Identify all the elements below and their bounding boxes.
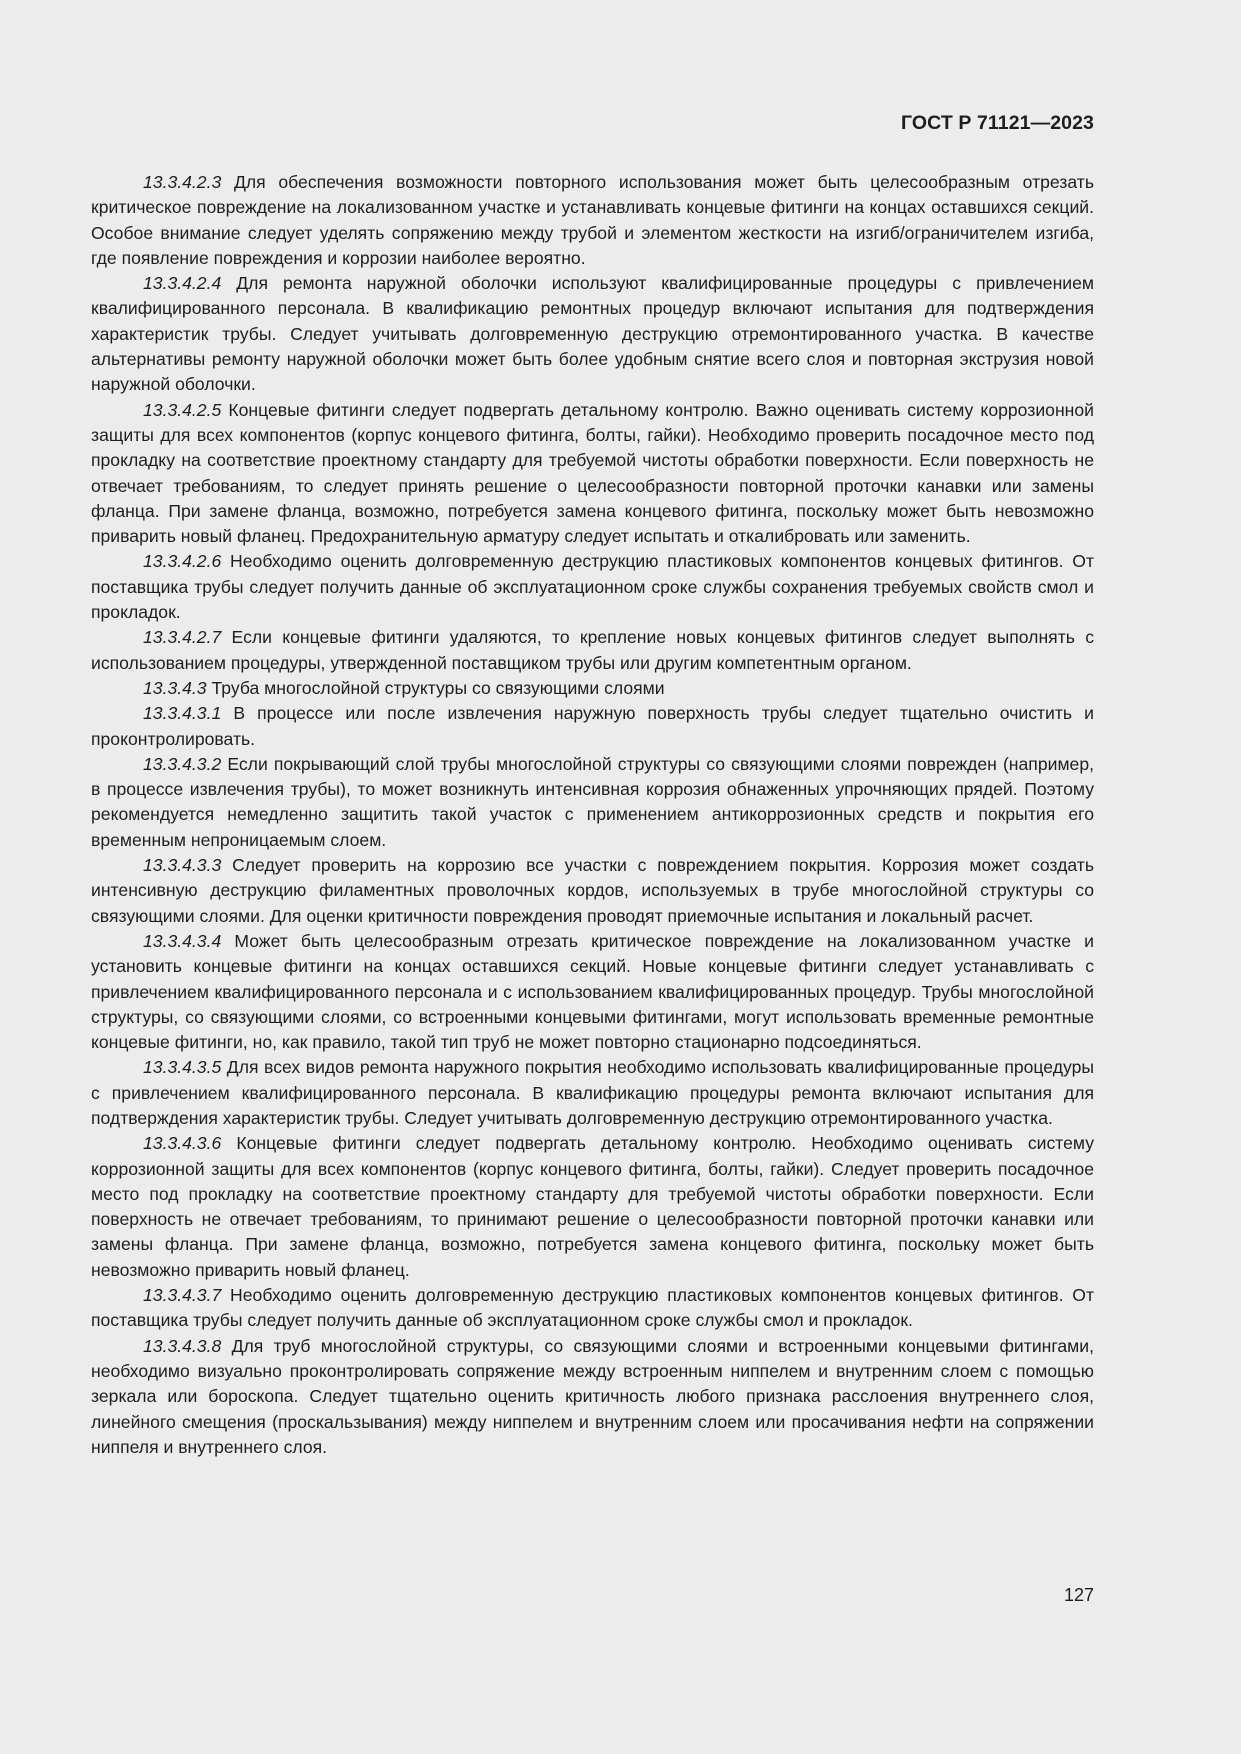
- paragraph-13-3-4-3-3: [91, 853, 1094, 929]
- paragraph-13-3-4-2-5: [91, 398, 1094, 550]
- clause-number: 13.3.4.2.3: [143, 172, 222, 192]
- paragraph-13-3-4-2-6: [91, 549, 1094, 625]
- clause-text: Труба многослойной структуры со связующими слоями: [206, 677, 665, 698]
- clause-number: 13.3.4.2.5: [143, 399, 222, 420]
- clause-number: 13.3.4.3: [143, 677, 207, 698]
- paragraph-13-3-4-3: [91, 676, 1094, 701]
- paragraph-13-3-4-3-7: [91, 1283, 1094, 1334]
- clause-number: 13.3.4.3.5: [143, 1057, 222, 1078]
- document-body: [91, 170, 1094, 1460]
- clause-text: Следует проверить на коррозию все участки с повреждением покрытия. Коррозия может создать интенсивную деструкцию филаментных проволочных кордов, используемых в трубе многослойной структуры со связующими слоями. Для оценки критичности повреждения проводят приемочные испытания и локальный расчет.: [91, 855, 1094, 926]
- clause-text: Концевые фитинги следует подвергать детальному контролю. Необходимо оценивать систему коррозионной защиты для всех компонентов (корпус концевого фитинга, болты, гайки). Следует проверить посадочное место под прокладку на соответствие проектному стандарту для требуемой чистоты обработки поверхности. Если поверхность не отвечает требованиям, то принимают решение о целесообразности повторной проточки канавки или замены фланца. При замене фланца, возможно, потребуется замена концевого фитинга, поскольку может быть невозможно приварить новый фланец.: [91, 1133, 1094, 1280]
- clause-text: Необходимо оценить долговременную деструкцию пластиковых компонентов концевых фитингов. От поставщика трубы следует получить данные об эксплуатационном сроке службы смол и прокладок.: [91, 1285, 1094, 1331]
- clause-number: 13.3.4.3.6: [143, 1133, 222, 1154]
- paragraph-13-3-4-2-4: [91, 271, 1094, 397]
- paragraph-13-3-4-3-5: [91, 1055, 1094, 1131]
- clause-text: Для труб многослойной структуры, со связующими слоями и встроенными концевыми фитингами, необходимо визуально проконтролировать сопряжение между встроенным ниппелем и внутренним слоем с помощью зеркала или бороскопа. Следует тщательно оценить критичность любого признака расслоения внутреннего слоя, линейного смещения (проскальзывания) между ниппелем и внутренним слоем или просачивания нефти на сопряжении ниппеля и внутреннего слоя.: [91, 1335, 1094, 1457]
- clause-number: 13.3.4.3.8: [143, 1335, 222, 1356]
- paragraph-13-3-4-2-3: [91, 170, 1094, 271]
- paragraph-13-3-4-3-8: [91, 1334, 1094, 1460]
- clause-text: Необходимо оценить долговременную деструкцию пластиковых компонентов концевых фитингов. От поставщика трубы следует получить данные об эксплуатационном сроке службы сохранения требуемых свойств смол и прокладок.: [91, 551, 1094, 623]
- document-code: ГОСТ Р 71121—2023: [900, 112, 1094, 134]
- clause-number: 13.3.4.3.3: [143, 855, 222, 876]
- clause-number: 13.3.4.3.7: [143, 1285, 222, 1306]
- clause-number: 13.3.4.3.1: [143, 703, 222, 724]
- clause-number: 13.3.4.2.7: [143, 627, 222, 648]
- clause-text: Для ремонта наружной оболочки используют квалифицированные процедуры с привлечением квалифицированного персонала. В квалификацию ремонтных процедур включают испытания для подтверждения характеристик трубы. Следует учитывать долговременную деструкцию отремонтированного участка. В качестве альтернативы ремонту наружной оболочки может быть более удобным снятие всего слоя и повторная экструзия новой наружной оболочки.: [91, 273, 1094, 395]
- clause-text: Концевые фитинги следует подвергать детальному контролю. Важно оценивать систему коррозионной защиты для всех компонентов (корпус концевого фитинга, болты, гайки). Необходимо проверить посадочное место под прокладку на соответствие проектному стандарту для требуемой чистоты обработки поверхности. Если поверхность не отвечает требованиям, то следует принять решение о целесообразности повторной проточки канавки или замены фланца. При замене фланца, возможно, потребуется замена концевого фитинга, поскольку может быть невозможно приварить новый фланец. Предохранительную арматуру следует испытать и откалибровать или заменить.: [91, 399, 1094, 547]
- clause-number: 13.3.4.2.4: [143, 273, 222, 294]
- clause-text: Если концевые фитинги удаляются, то крепление новых концевых фитингов следует выполнять с использованием процедуры, утвержденной поставщиком трубы или другим компетентным органом.: [91, 627, 1094, 673]
- clause-number: 13.3.4.3.2: [143, 753, 222, 774]
- clause-text: Для обеспечения возможности повторного использования может быть целесообразным отрезать критическое повреждение на локализованном участке и устанавливать концевые фитинги на концах оставшихся секций. Особое внимание следует уделять сопряжению между трубой и элементом жесткости на изгиб/ограничителем изгиба, где появление повреждения и коррозии наиболее вероятно.: [91, 172, 1094, 268]
- paragraph-13-3-4-2-7: [91, 625, 1094, 676]
- clause-text: Может быть целесообразным отрезать критическое повреждение на локализованном участке и установить концевые фитинги на концах оставшихся секций. Новые концевые фитинги следует устанавливать с привлечением квалифицированного персонала и с использованием квалифицированных процедур. Трубы многослойной структуры, со связующими слоями, со встроенными концевыми фитингами, могут использовать временные ремонтные концевые фитинги, но, как правило, такой тип труб не может повторно стационарно подсоединяться.: [91, 930, 1094, 1053]
- page-number: 127: [1063, 1585, 1094, 1605]
- clause-number: 13.3.4.2.6: [143, 551, 222, 572]
- clause-text: В процессе или после извлечения наружную поверхность трубы следует тщательно очистить и проконтролировать.: [91, 703, 1094, 749]
- paragraph-13-3-4-3-1: [91, 701, 1094, 752]
- paragraph-13-3-4-3-2: [91, 752, 1094, 853]
- paragraph-13-3-4-3-6: [91, 1131, 1094, 1283]
- clause-number: 13.3.4.3.4: [143, 930, 222, 951]
- clause-text: Для всех видов ремонта наружного покрытия необходимо использовать квалифицированные процедуры с привлечением квалифицированного персонала. В квалификацию процедуры ремонта включают испытания для подтверждения характеристик трубы. Следует учитывать долговременную деструкцию отремонтированного участка.: [91, 1057, 1094, 1128]
- paragraph-13-3-4-3-4: [91, 929, 1094, 1055]
- clause-text: Если покрывающий слой трубы многослойной структуры со связующими слоями поврежден (например, в процессе извлечения трубы), то может возникнуть интенсивная коррозия обнаженных упрочняющих прядей. Поэтому рекомендуется немедленно защитить такой участок с применением антикоррозионных средств и покрытия его временным непроницаемым слоем.: [91, 753, 1094, 850]
